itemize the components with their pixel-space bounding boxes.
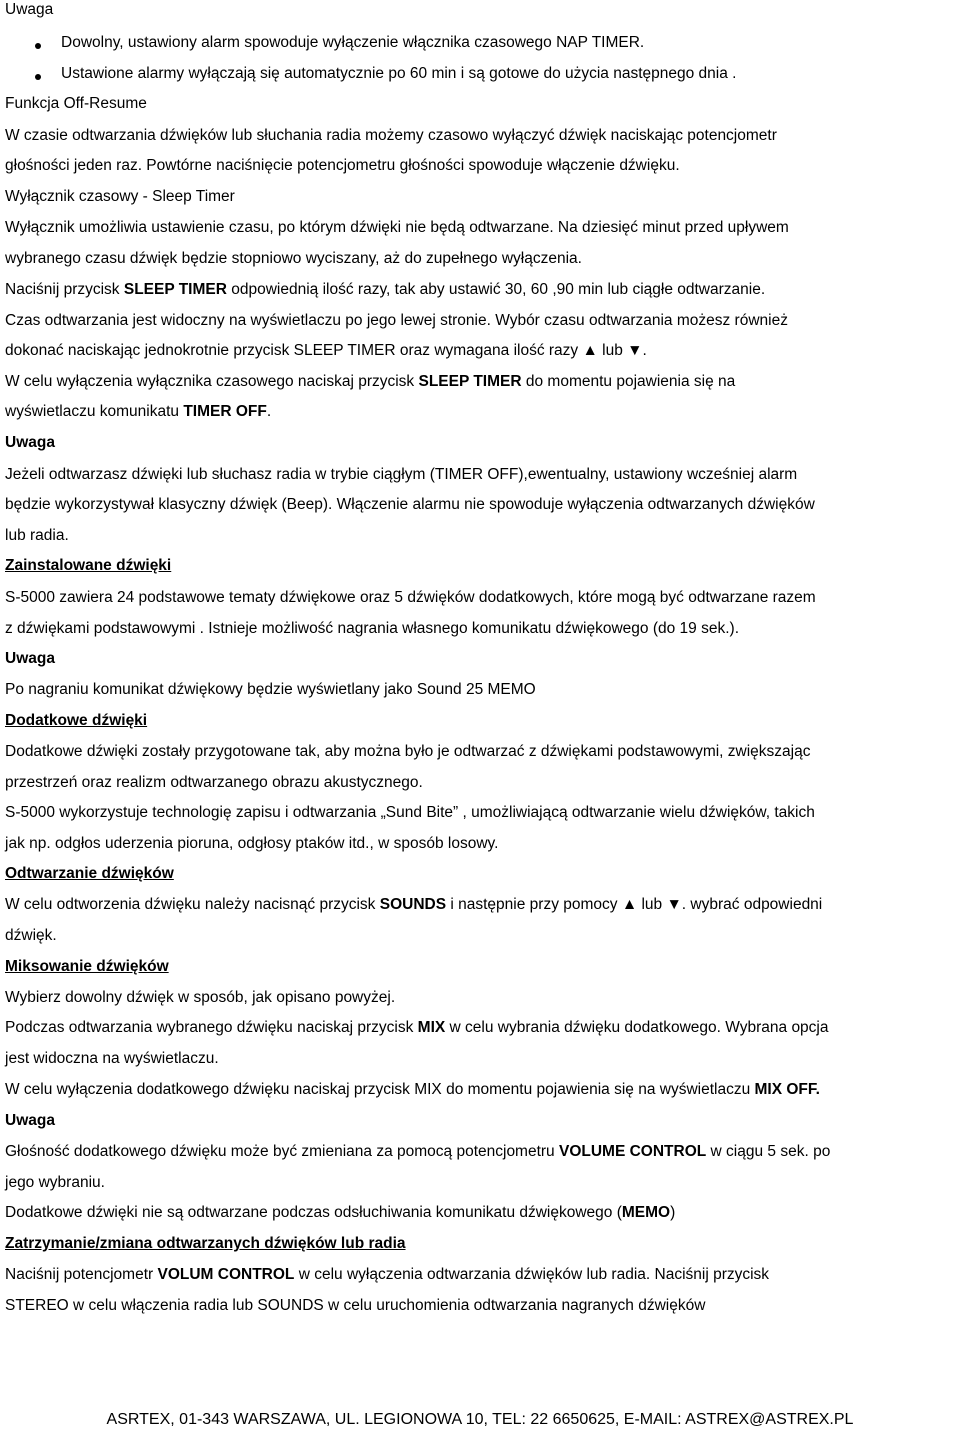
text-line bbox=[5, 249, 582, 269]
text-line bbox=[5, 649, 55, 669]
text-run: Naciśnij przycisk bbox=[5, 281, 124, 298]
text-run: będzie wykorzystywał klasyczny dźwięk (Beep). Włączenie alarmu nie spowoduje wyłączenia odtwarzanych dźwięków bbox=[5, 496, 815, 513]
text-line bbox=[5, 895, 822, 915]
text-run: głośności jeden raz. Powtórne naciśnięcie potencjometru głośności spowoduje włączenie dźwięku. bbox=[5, 157, 680, 174]
text-line bbox=[5, 1080, 820, 1100]
text-run: wybranego czasu dźwięk będzie stopniowo wyciszany, aż do zupełnego wyłączenia. bbox=[5, 250, 582, 267]
text-run: Dodatkowe dźwięki zostały przygotowane tak, aby można było je odtwarzać z dźwiękami podstawowymi, zwiększając bbox=[5, 743, 811, 760]
text-run: S-5000 zawiera 24 podstawowe tematy dźwiękowe oraz 5 dźwięków dodatkowych, które mogą być odtwarzane razem bbox=[5, 589, 816, 606]
text-run: Funkcja Off-Resume bbox=[5, 95, 147, 112]
text-line bbox=[5, 619, 739, 639]
text-line bbox=[5, 311, 788, 331]
text-run: Po nagraniu komunikat dźwiękowy będzie wyświetlany jako Sound 25 MEMO bbox=[5, 681, 536, 698]
text-run: W celu odtworzenia dźwięku należy nacisnąć przycisk bbox=[5, 896, 380, 913]
text-run: Jeżeli odtwarzasz dźwięki lub słuchasz radia w trybie ciągłym (TIMER OFF),ewentualny, ustawiony wcześniej alarm bbox=[5, 466, 798, 483]
text-run: w celu wybrania dźwięku dodatkowego. Wybrana opcja bbox=[445, 1019, 829, 1036]
text-line bbox=[5, 864, 174, 884]
text-line bbox=[5, 526, 69, 546]
text-line bbox=[5, 218, 789, 238]
text-line bbox=[5, 742, 811, 762]
page-footer: ASRTEX, 01-343 WARSZAWA, UL. LEGIONOWA 10, TEL: 22 6650625, E-MAIL: ASTREX@ASTREX.PL bbox=[106, 1411, 854, 1428]
bold-text: VOLUM CONTROL bbox=[157, 1266, 295, 1283]
text-run: W celu wyłączenia wyłącznika czasowego naciskaj przycisk bbox=[5, 373, 419, 390]
bold-text: TIMER OFF bbox=[183, 403, 267, 420]
text-line bbox=[5, 1265, 769, 1285]
bold-text: SLEEP TIMER bbox=[418, 373, 522, 390]
text-run: Wyłącznik czasowy - Sleep Timer bbox=[5, 188, 235, 205]
text-run: przestrzeń oraz realizm odtwarzanego obrazu akustycznego. bbox=[5, 774, 423, 791]
text-line bbox=[5, 834, 498, 854]
text-line bbox=[5, 1018, 829, 1038]
bold-text: SOUNDS bbox=[379, 896, 447, 913]
bold-text: MEMO bbox=[621, 1204, 671, 1221]
section-heading: Zainstalowane dźwięki bbox=[5, 557, 172, 574]
text-line bbox=[5, 957, 169, 977]
text-run: lub radia. bbox=[5, 527, 69, 544]
text-run: Podczas odtwarzania wybranego dźwięku naciskaj przycisk bbox=[5, 1019, 418, 1036]
text-line bbox=[5, 280, 765, 300]
text-line bbox=[5, 402, 271, 422]
text-run: dokonać naciskając jednokrotnie przycisk SLEEP TIMER oraz wymagana ilość razy ▲ lub ▼. bbox=[5, 342, 647, 359]
text-run: w celu wyłączenia odtwarzania dźwięków lub radia. Naciśnij przycisk bbox=[294, 1266, 770, 1283]
text-line bbox=[5, 126, 777, 146]
bold-text: MIX OFF. bbox=[754, 1081, 820, 1098]
text-run: w ciągu 5 sek. po bbox=[706, 1143, 831, 1160]
text-line bbox=[61, 64, 736, 84]
text-line bbox=[5, 1234, 406, 1254]
text-run: wyświetlaczu komunikatu bbox=[5, 403, 184, 420]
text-run: Naciśnij potencjometr bbox=[5, 1266, 158, 1283]
text-line bbox=[5, 1203, 675, 1223]
bullet-point bbox=[35, 43, 41, 49]
text-line bbox=[5, 556, 171, 576]
bold-text: Uwaga bbox=[5, 650, 55, 667]
text-run: Głośność dodatkowego dźwięku może być zmieniana za pomocą potencjometru bbox=[5, 1143, 559, 1160]
text-run: Dowolny, ustawiony alarm spowoduje wyłączenie włącznika czasowego NAP TIMER. bbox=[61, 34, 645, 51]
text-run: ) bbox=[670, 1204, 676, 1221]
text-line bbox=[5, 926, 57, 946]
section-heading: Zatrzymanie/zmiana odtwarzanych dźwięków lub radia bbox=[5, 1235, 406, 1252]
text-run: W celu wyłączenia dodatkowego dźwięku naciskaj przycisk MIX do momentu pojawienia się na wyświetlaczu bbox=[5, 1081, 755, 1098]
text-line bbox=[61, 33, 644, 53]
text-line bbox=[5, 187, 235, 207]
text-line bbox=[5, 94, 147, 114]
text-run: STEREO w celu włączenia radia lub SOUNDS w celu uruchomienia odtwarzania nagranych dźwięków bbox=[5, 1297, 706, 1314]
text-run: . bbox=[266, 403, 272, 420]
bold-text: Uwaga bbox=[5, 434, 55, 451]
bold-text: SLEEP TIMER bbox=[123, 281, 227, 298]
text-line bbox=[5, 711, 147, 731]
bold-text: VOLUME CONTROL bbox=[559, 1143, 707, 1160]
text-line bbox=[5, 773, 423, 793]
text-line bbox=[5, 433, 55, 453]
text-run: S-5000 wykorzystuje technologię zapisu i odtwarzania „Sund Bite” , umożliwiającą odtwarzanie wielu dźwięków, takich bbox=[5, 804, 815, 821]
text-run: Dodatkowe dźwięki nie są odtwarzane podczas odsłuchiwania komunikatu dźwiękowego ( bbox=[5, 1204, 622, 1221]
text-line bbox=[5, 465, 797, 485]
bold-text: Uwaga bbox=[5, 1112, 55, 1129]
text-line bbox=[5, 495, 815, 515]
text-run: Ustawione alarmy wyłączają się automatycznie po 60 min i są gotowe do użycia następnego dnia . bbox=[61, 65, 737, 82]
text-run: jest widoczna na wyświetlaczu. bbox=[5, 1050, 219, 1067]
section-heading: Odtwarzanie dźwięków bbox=[5, 865, 174, 882]
text-run: Wybierz dowolny dźwięk w sposób, jak opisano powyżej. bbox=[5, 989, 396, 1006]
text-run: Wyłącznik umożliwia ustawienie czasu, po którym dźwięki nie będą odtwarzane. Na dziesięć minut przed upływem bbox=[5, 219, 789, 236]
text-run: Uwaga bbox=[5, 1, 54, 18]
text-run: i następnie przy pomocy ▲ lub ▼. wybrać odpowiedni bbox=[446, 896, 823, 913]
section-heading: Miksowanie dźwięków bbox=[5, 958, 169, 975]
bold-text: MIX bbox=[417, 1019, 446, 1036]
text-line bbox=[5, 1142, 830, 1162]
text-line bbox=[5, 588, 816, 608]
section-heading: Dodatkowe dźwięki bbox=[5, 712, 148, 729]
text-line bbox=[5, 156, 680, 176]
text-line bbox=[5, 1049, 219, 1069]
text-run: Czas odtwarzania jest widoczny na wyświetlaczu po jego lewej stronie. Wybór czasu odtwarzania możesz również bbox=[5, 312, 788, 329]
text-line bbox=[5, 341, 647, 361]
bullet-point bbox=[35, 74, 41, 80]
text-run: W czasie odtwarzania dźwięków lub słuchania radia możemy czasowo wyłączyć dźwięk naciskając potencjometr bbox=[5, 127, 777, 144]
text-run: jak np. odgłos uderzenia pioruna, odgłosy ptaków itd., w sposób losowy. bbox=[5, 835, 499, 852]
text-run: jego wybraniu. bbox=[5, 1174, 105, 1191]
text-line bbox=[5, 680, 536, 700]
text-run: do momentu pojawienia się na bbox=[521, 373, 736, 390]
text-line bbox=[5, 803, 815, 823]
text-run: dźwięk. bbox=[5, 927, 57, 944]
text-run: odpowiednią ilość razy, tak aby ustawić 30, 60 ,90 min lub ciągłe odtwarzanie. bbox=[226, 281, 766, 298]
text-line bbox=[5, 988, 395, 1008]
text-line bbox=[5, 1173, 105, 1193]
text-line bbox=[5, 1296, 705, 1316]
text-line bbox=[5, 372, 735, 392]
text-line bbox=[5, 0, 53, 20]
text-run: z dźwiękami podstawowymi . Istnieje możliwość nagrania własnego komunikatu dźwiękowego (do 19 sek.). bbox=[5, 620, 740, 637]
text-line bbox=[5, 1111, 55, 1131]
